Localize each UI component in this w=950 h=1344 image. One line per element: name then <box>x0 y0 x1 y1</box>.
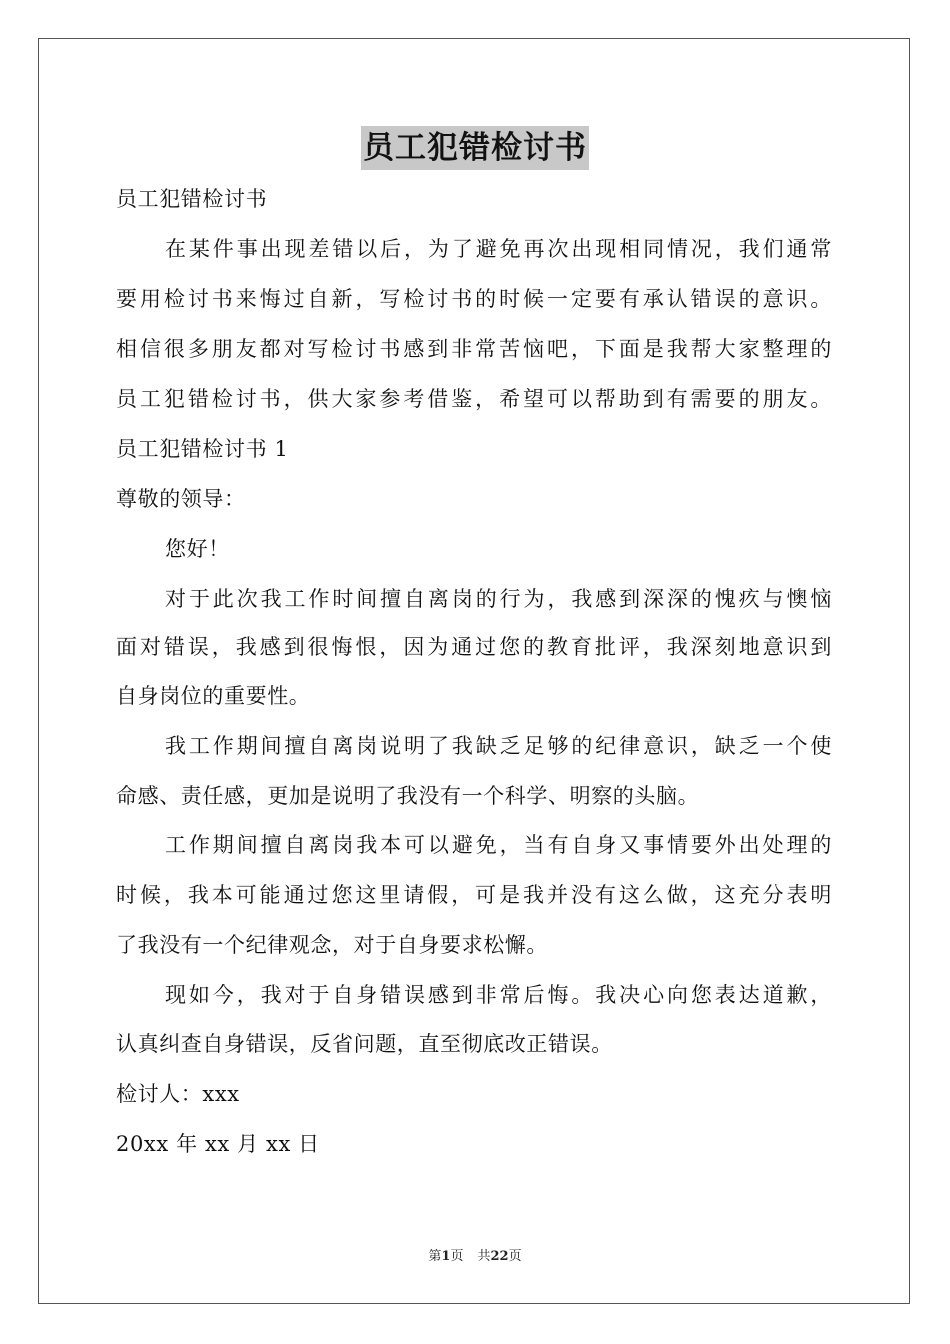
document-title: 员工犯错检讨书 <box>361 126 589 170</box>
page-border <box>38 38 910 1304</box>
paragraph-1-line-1: 对于此次我工作时间擅自离岗的行为，我感到深深的愧疚与懊恼 <box>165 587 832 611</box>
paragraph-4-line-2: 认真纠查自身错误，反省问题，直至彻底改正错误。 <box>116 1032 613 1056</box>
signature-line: 检讨人：xxx <box>116 1082 240 1106</box>
paragraph-2-line-1: 我工作期间擅自离岗说明了我缺乏足够的纪律意识，缺乏一个使 <box>165 734 832 758</box>
total-unit: 页 <box>508 1249 522 1264</box>
intro-line-1: 在某件事出现差错以后，为了避免再次出现相同情况，我们通常 <box>165 237 832 261</box>
intro-line-4: 员工犯错检讨书，供大家参考借鉴，希望可以帮助到有需要的朋友。 <box>116 387 832 411</box>
paragraph-3-line-1: 工作期间擅自离岗我本可以避免，当有自身又事情要外出处理的 <box>165 833 832 857</box>
section-heading: 员工犯错检讨书 1 <box>116 437 289 461</box>
intro-line-3: 相信很多朋友都对写检讨书感到非常苦恼吧，下面是我帮大家整理的 <box>116 337 832 361</box>
date-line: 20xx 年 xx 月 xx 日 <box>116 1132 320 1156</box>
paragraph-1-line-2: 面对错误，我感到很悔恨，因为通过您的教育批评，我深刻地意识到 <box>116 635 832 659</box>
total-prefix: 共 <box>477 1249 491 1264</box>
page-number: 1 <box>441 1249 451 1264</box>
paragraph-3-line-2: 时候，我本可能通过您这里请假，可是我并没有这么做，这充分表明 <box>116 883 832 907</box>
total-pages: 22 <box>490 1249 509 1264</box>
paragraph-3-line-3: 了我没有一个纪律观念，对于自身要求松懈。 <box>116 933 548 957</box>
page-prefix: 第 <box>428 1249 442 1264</box>
page-unit: 页 <box>450 1249 464 1264</box>
paragraph-1-line-3: 自身岗位的重要性。 <box>116 684 311 708</box>
page-footer <box>0 1248 950 1266</box>
intro-line-2: 要用检讨书来悔过自新，写检讨书的时候一定要有承认错误的意识。 <box>116 287 832 311</box>
subtitle-line: 员工犯错检讨书 <box>116 187 268 211</box>
salutation-line: 尊敬的领导： <box>116 487 246 511</box>
paragraph-4-line-1: 现如今，我对于自身错误感到非常后悔。我决心向您表达道歉， <box>165 983 832 1007</box>
paragraph-2-line-2: 命感、责任感，更加是说明了我没有一个科学、明察的头脑。 <box>116 784 700 808</box>
title-container <box>0 126 950 170</box>
greeting-line: 您好！ <box>165 537 230 561</box>
